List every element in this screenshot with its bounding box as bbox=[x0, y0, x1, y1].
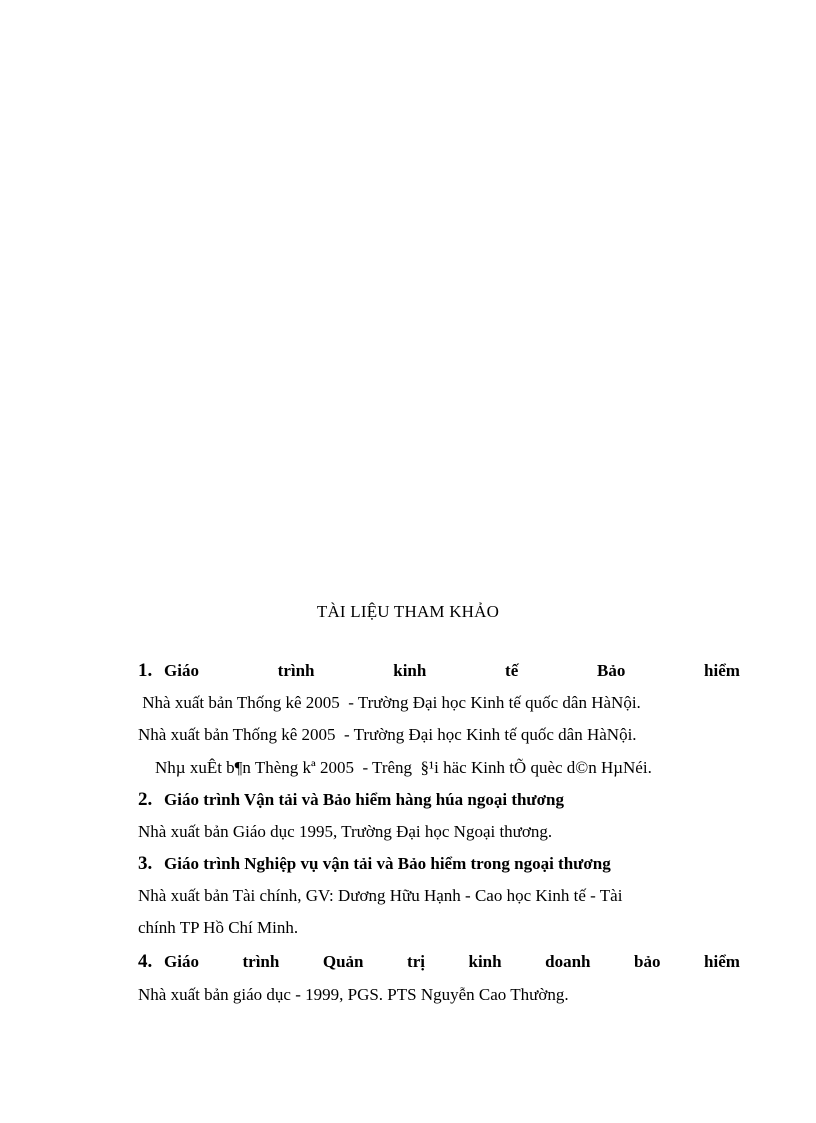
reference-4-heading-word-5: kinh bbox=[468, 952, 502, 971]
reference-3-heading bbox=[138, 853, 740, 875]
reference-4-heading-word-1: 4. Giáo bbox=[138, 951, 199, 972]
reference-4-heading bbox=[138, 951, 740, 973]
reference-1-heading-word-2: trình bbox=[277, 661, 315, 680]
reference-1-number: 1. bbox=[138, 660, 153, 681]
reference-3-line-2: chính TP Hồ Chí Minh. bbox=[138, 918, 299, 937]
reference-2-line-1: Nhà xuất bản Giáo dục 1995, Trường Đại học Ngoại thương. bbox=[138, 822, 553, 841]
page-title: TÀI LIỆU THAM KHẢO bbox=[316, 602, 500, 621]
reference-4-heading-word-2: trình bbox=[242, 952, 280, 971]
reference-1-line-3: Nhµ xuÊt b¶n Thèng kª 2005 - Trêng §¹i häc Kinh tÕ quèc d©n HµNéi. bbox=[138, 758, 652, 777]
reference-4-line-1: Nhà xuất bản giáo dục - 1999, PGS. PTS Nguyễn Cao Thường. bbox=[138, 985, 569, 1004]
reference-1-heading-word-4: tế bbox=[505, 661, 519, 680]
reference-4-heading-word-8: hiểm bbox=[704, 952, 740, 971]
reference-1-heading-word-1: 1. Giáo bbox=[138, 660, 199, 681]
reference-1-line-2: Nhà xuất bản Thống kê 2005 - Trường Đại học Kinh tế quốc dân HàNội. bbox=[138, 725, 637, 744]
reference-3-number: 3. bbox=[138, 853, 153, 874]
reference-1-heading-word-6: hiểm bbox=[704, 661, 740, 680]
reference-3-title: Giáo trình Nghiệp vụ vận tải và Bảo hiểm trong ngoại thương bbox=[164, 854, 611, 873]
reference-1-heading-word-3: kinh bbox=[393, 661, 427, 680]
reference-1-heading-word-5: Bảo bbox=[596, 661, 626, 680]
reference-4-heading-word-6: doanh bbox=[545, 952, 591, 971]
reference-4-heading-word-7: bảo bbox=[634, 952, 661, 971]
reference-4-number: 4. bbox=[138, 951, 153, 972]
reference-2-number: 2. bbox=[138, 789, 153, 810]
reference-3-line-1: Nhà xuất bản Tài chính, GV: Dương Hữu Hạnh - Cao học Kinh tế - Tài bbox=[138, 886, 623, 905]
reference-4-heading-word-4: trị bbox=[407, 952, 425, 971]
reference-1-heading bbox=[138, 660, 740, 682]
reference-2-heading bbox=[138, 789, 740, 811]
reference-4-heading-word-3: Quản bbox=[322, 952, 364, 971]
reference-2-title: Giáo trình Vận tải và Bảo hiểm hàng húa ngoại thương bbox=[164, 790, 564, 809]
reference-1-line-1: Nhà xuất bản Thống kê 2005 - Trường Đại học Kinh tế quốc dân HàNội. bbox=[138, 693, 641, 712]
